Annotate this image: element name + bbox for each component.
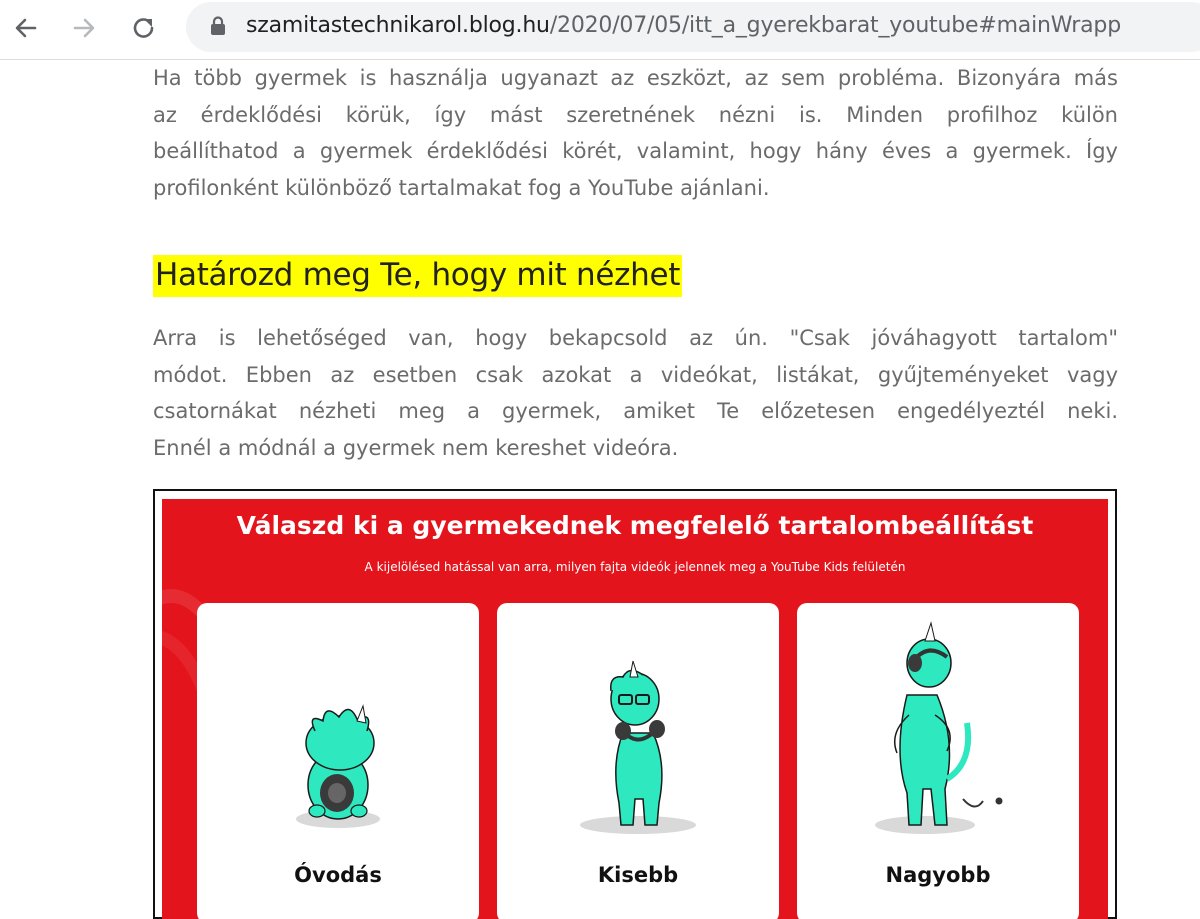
panel-subtitle: A kijelölésed hatással van arra, milyen fajta videók jelennek meg a YouTube Kids felületén xyxy=(364,560,906,574)
section-heading: Határozd meg Te, hogy mit nézhet xyxy=(153,255,682,297)
forward-arrow-icon xyxy=(71,15,97,41)
paragraph-multiple-profiles xyxy=(153,60,1118,206)
text-line: Ha több gyermek is használja ugyanazt az eszközt, az sem probléma. Bizonyára más xyxy=(153,66,1118,90)
browser-toolbar xyxy=(0,0,1200,58)
url-host: szamitastechnikarol.blog.hu xyxy=(246,13,550,38)
back-button[interactable] xyxy=(6,8,46,48)
standing-unicorn-glasses-icon xyxy=(497,603,779,853)
article-body xyxy=(153,60,1118,206)
text-line: beállíthatod a gyermek érdeklődési körét, valamint, hogy hány éves a gyermek. Így xyxy=(153,139,1118,163)
lock-icon xyxy=(210,16,226,36)
address-bar[interactable] xyxy=(186,2,1200,52)
panel-title: Válaszd ki a gyermekednek megfelelő tartalombeállítást xyxy=(236,511,1034,540)
text-line: Arra is lehetőséged van, hogy bekapcsold az ún. "Csak jóváhagyott tartalom" xyxy=(153,326,1118,350)
text-line: csatornákat nézheti meg a gyermek, amiket Te előzetesen engedélyeztél neki. xyxy=(153,399,1118,423)
embedded-screenshot xyxy=(153,489,1117,919)
card-older xyxy=(797,603,1079,919)
content-settings-panel xyxy=(162,499,1108,919)
sitting-unicorn-icon xyxy=(197,603,479,853)
text-line: Ennél a módnál a gyermek nem kereshet videóra. xyxy=(153,435,679,460)
card-label-older: Nagyobb xyxy=(885,863,991,887)
paragraph-approved-content xyxy=(153,320,1118,466)
card-preschool xyxy=(197,603,479,919)
article-body-2 xyxy=(153,320,1118,466)
reload-button[interactable] xyxy=(124,8,164,48)
card-label-younger: Kisebb xyxy=(597,863,679,887)
back-arrow-icon xyxy=(13,15,39,41)
card-label-preschool: Óvodás xyxy=(294,863,382,887)
reload-icon xyxy=(130,14,158,42)
text-line: az érdeklődési körük, így mást szeretnének nézni is. Minden profilhoz külön xyxy=(153,102,1118,127)
url-path: /2020/07/05/itt_a_gyerekbarat_youtube#mainWrapp xyxy=(549,13,1121,38)
card-younger xyxy=(497,603,779,919)
text-line: profilonként különböző tartalmakat fog a YouTube ajánlani. xyxy=(153,175,770,200)
text-line: módot. Ebben az esetben csak azokat a videókat, listákat, gyűjteményeket vagy xyxy=(153,362,1118,387)
tall-unicorn-icon xyxy=(797,603,1079,853)
url-text[interactable] xyxy=(246,13,1121,38)
forward-button[interactable] xyxy=(64,8,104,48)
